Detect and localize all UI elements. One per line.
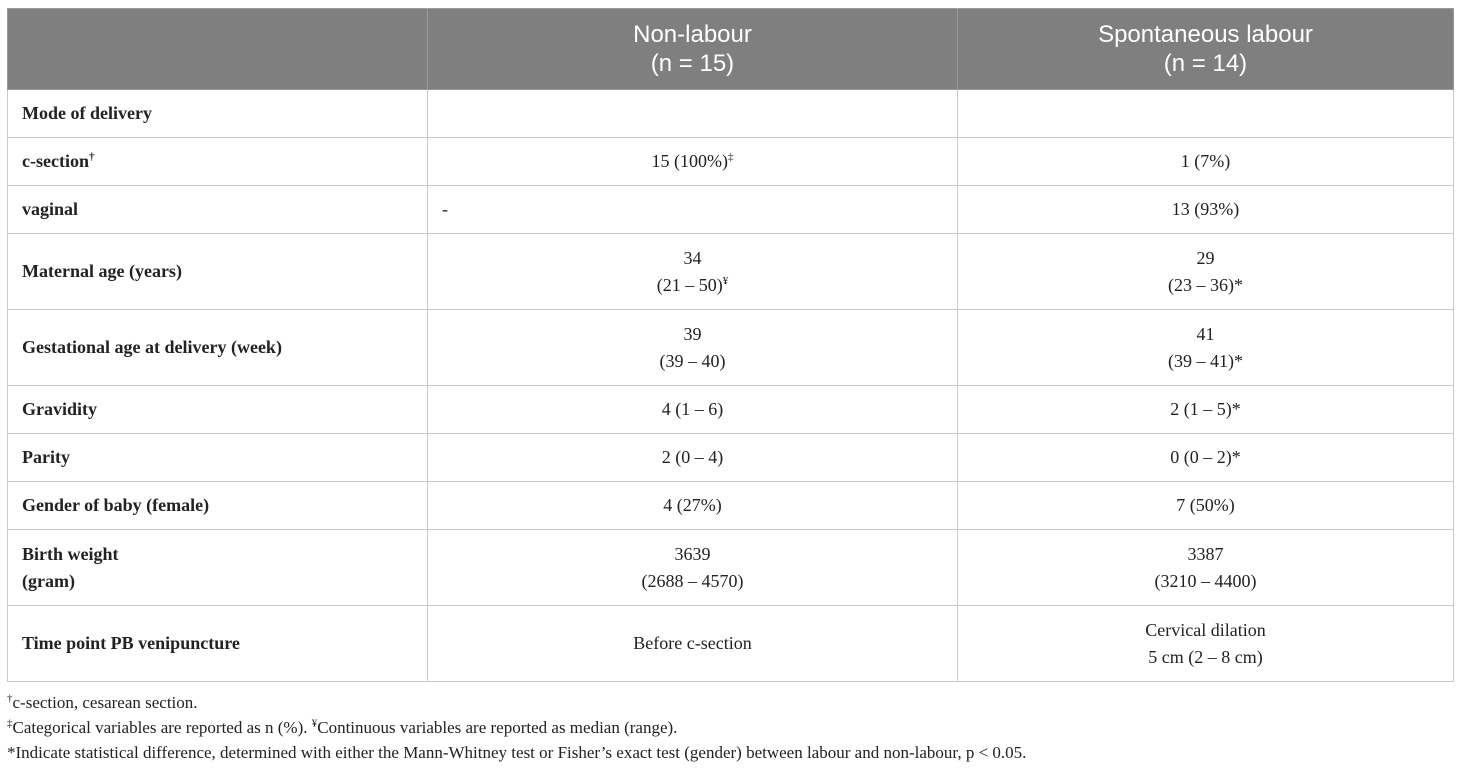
row-label: Gravidity	[8, 386, 428, 434]
header-blank	[8, 9, 428, 90]
footnote-double-dagger: ‡Categorical variables are reported as n (%). ¥Continuous variables are reported as median (range).	[7, 717, 678, 737]
non-labour-cell	[428, 90, 958, 138]
table-row-gestational-age	[8, 310, 1454, 386]
non-labour-cell: 2 (0 – 4)	[428, 434, 958, 482]
labour-cell: Cervical dilation 5 cm (2 – 8 cm)	[958, 606, 1454, 682]
labour-cell: 2 (1 – 5)*	[958, 386, 1454, 434]
row-label: c-section†	[8, 138, 428, 186]
non-labour-cell: -	[428, 186, 958, 234]
table-row-c-section	[8, 138, 1454, 186]
row-label: Gender of baby (female)	[8, 482, 428, 530]
non-labour-cell: 39 (39 – 40)	[428, 310, 958, 386]
table-row-time-point	[8, 606, 1454, 682]
labour-cell: 0 (0 – 2)*	[958, 434, 1454, 482]
table-row-birth-weight	[8, 530, 1454, 606]
labour-cell: 3387 (3210 – 4400)	[958, 530, 1454, 606]
labour-cell: 29 (23 – 36)*	[958, 234, 1454, 310]
non-labour-cell: 3639 (2688 – 4570)	[428, 530, 958, 606]
labour-cell: 13 (93%)	[958, 186, 1454, 234]
row-label: Mode of delivery	[8, 90, 428, 138]
row-label: Birth weight (gram)	[8, 530, 428, 606]
header-row	[8, 9, 1454, 90]
row-label: Time point PB venipuncture	[8, 606, 428, 682]
non-labour-cell: Before c-section	[428, 606, 958, 682]
footnote-asterisk: *Indicate statistical difference, determined with either the Mann-Whitney test or Fisher’s exact test (gender) between labour and non-labour, p < 0.05.	[7, 743, 1027, 762]
non-labour-cell: 15 (100%)‡	[428, 138, 958, 186]
table-footnotes	[7, 690, 1453, 765]
row-label: Gestational age at delivery (week)	[8, 310, 428, 386]
row-label: Maternal age (years)	[8, 234, 428, 310]
table-row-vaginal	[8, 186, 1454, 234]
non-labour-cell: 4 (1 – 6)	[428, 386, 958, 434]
table-header	[8, 9, 1454, 90]
labour-cell	[958, 90, 1454, 138]
non-labour-cell: 4 (27%)	[428, 482, 958, 530]
row-label: Parity	[8, 434, 428, 482]
labour-cell: 1 (7%)	[958, 138, 1454, 186]
double-dagger-footnote-mark: ‡	[727, 151, 734, 163]
table-row-gravidity	[8, 386, 1454, 434]
table-body	[8, 90, 1454, 682]
header-non-labour: Non-labour (n = 15)	[428, 9, 958, 90]
labour-cell: 7 (50%)	[958, 482, 1454, 530]
table-row-gender-of-baby	[8, 482, 1454, 530]
table-row-maternal-age	[8, 234, 1454, 310]
non-labour-cell: 34 (21 – 50)¥	[428, 234, 958, 310]
footnote-dagger: †c-section, cesarean section.	[7, 692, 198, 712]
dagger-footnote-mark: †	[88, 151, 95, 163]
table-row-parity	[8, 434, 1454, 482]
row-label: vaginal	[8, 186, 428, 234]
table-row-mode-of-delivery	[8, 90, 1454, 138]
labour-cell: 41 (39 – 41)*	[958, 310, 1454, 386]
header-spontaneous-labour: Spontaneous labour (n = 14)	[958, 9, 1454, 90]
yen-footnote-mark: ¥	[722, 274, 729, 287]
characteristics-table	[7, 8, 1454, 682]
